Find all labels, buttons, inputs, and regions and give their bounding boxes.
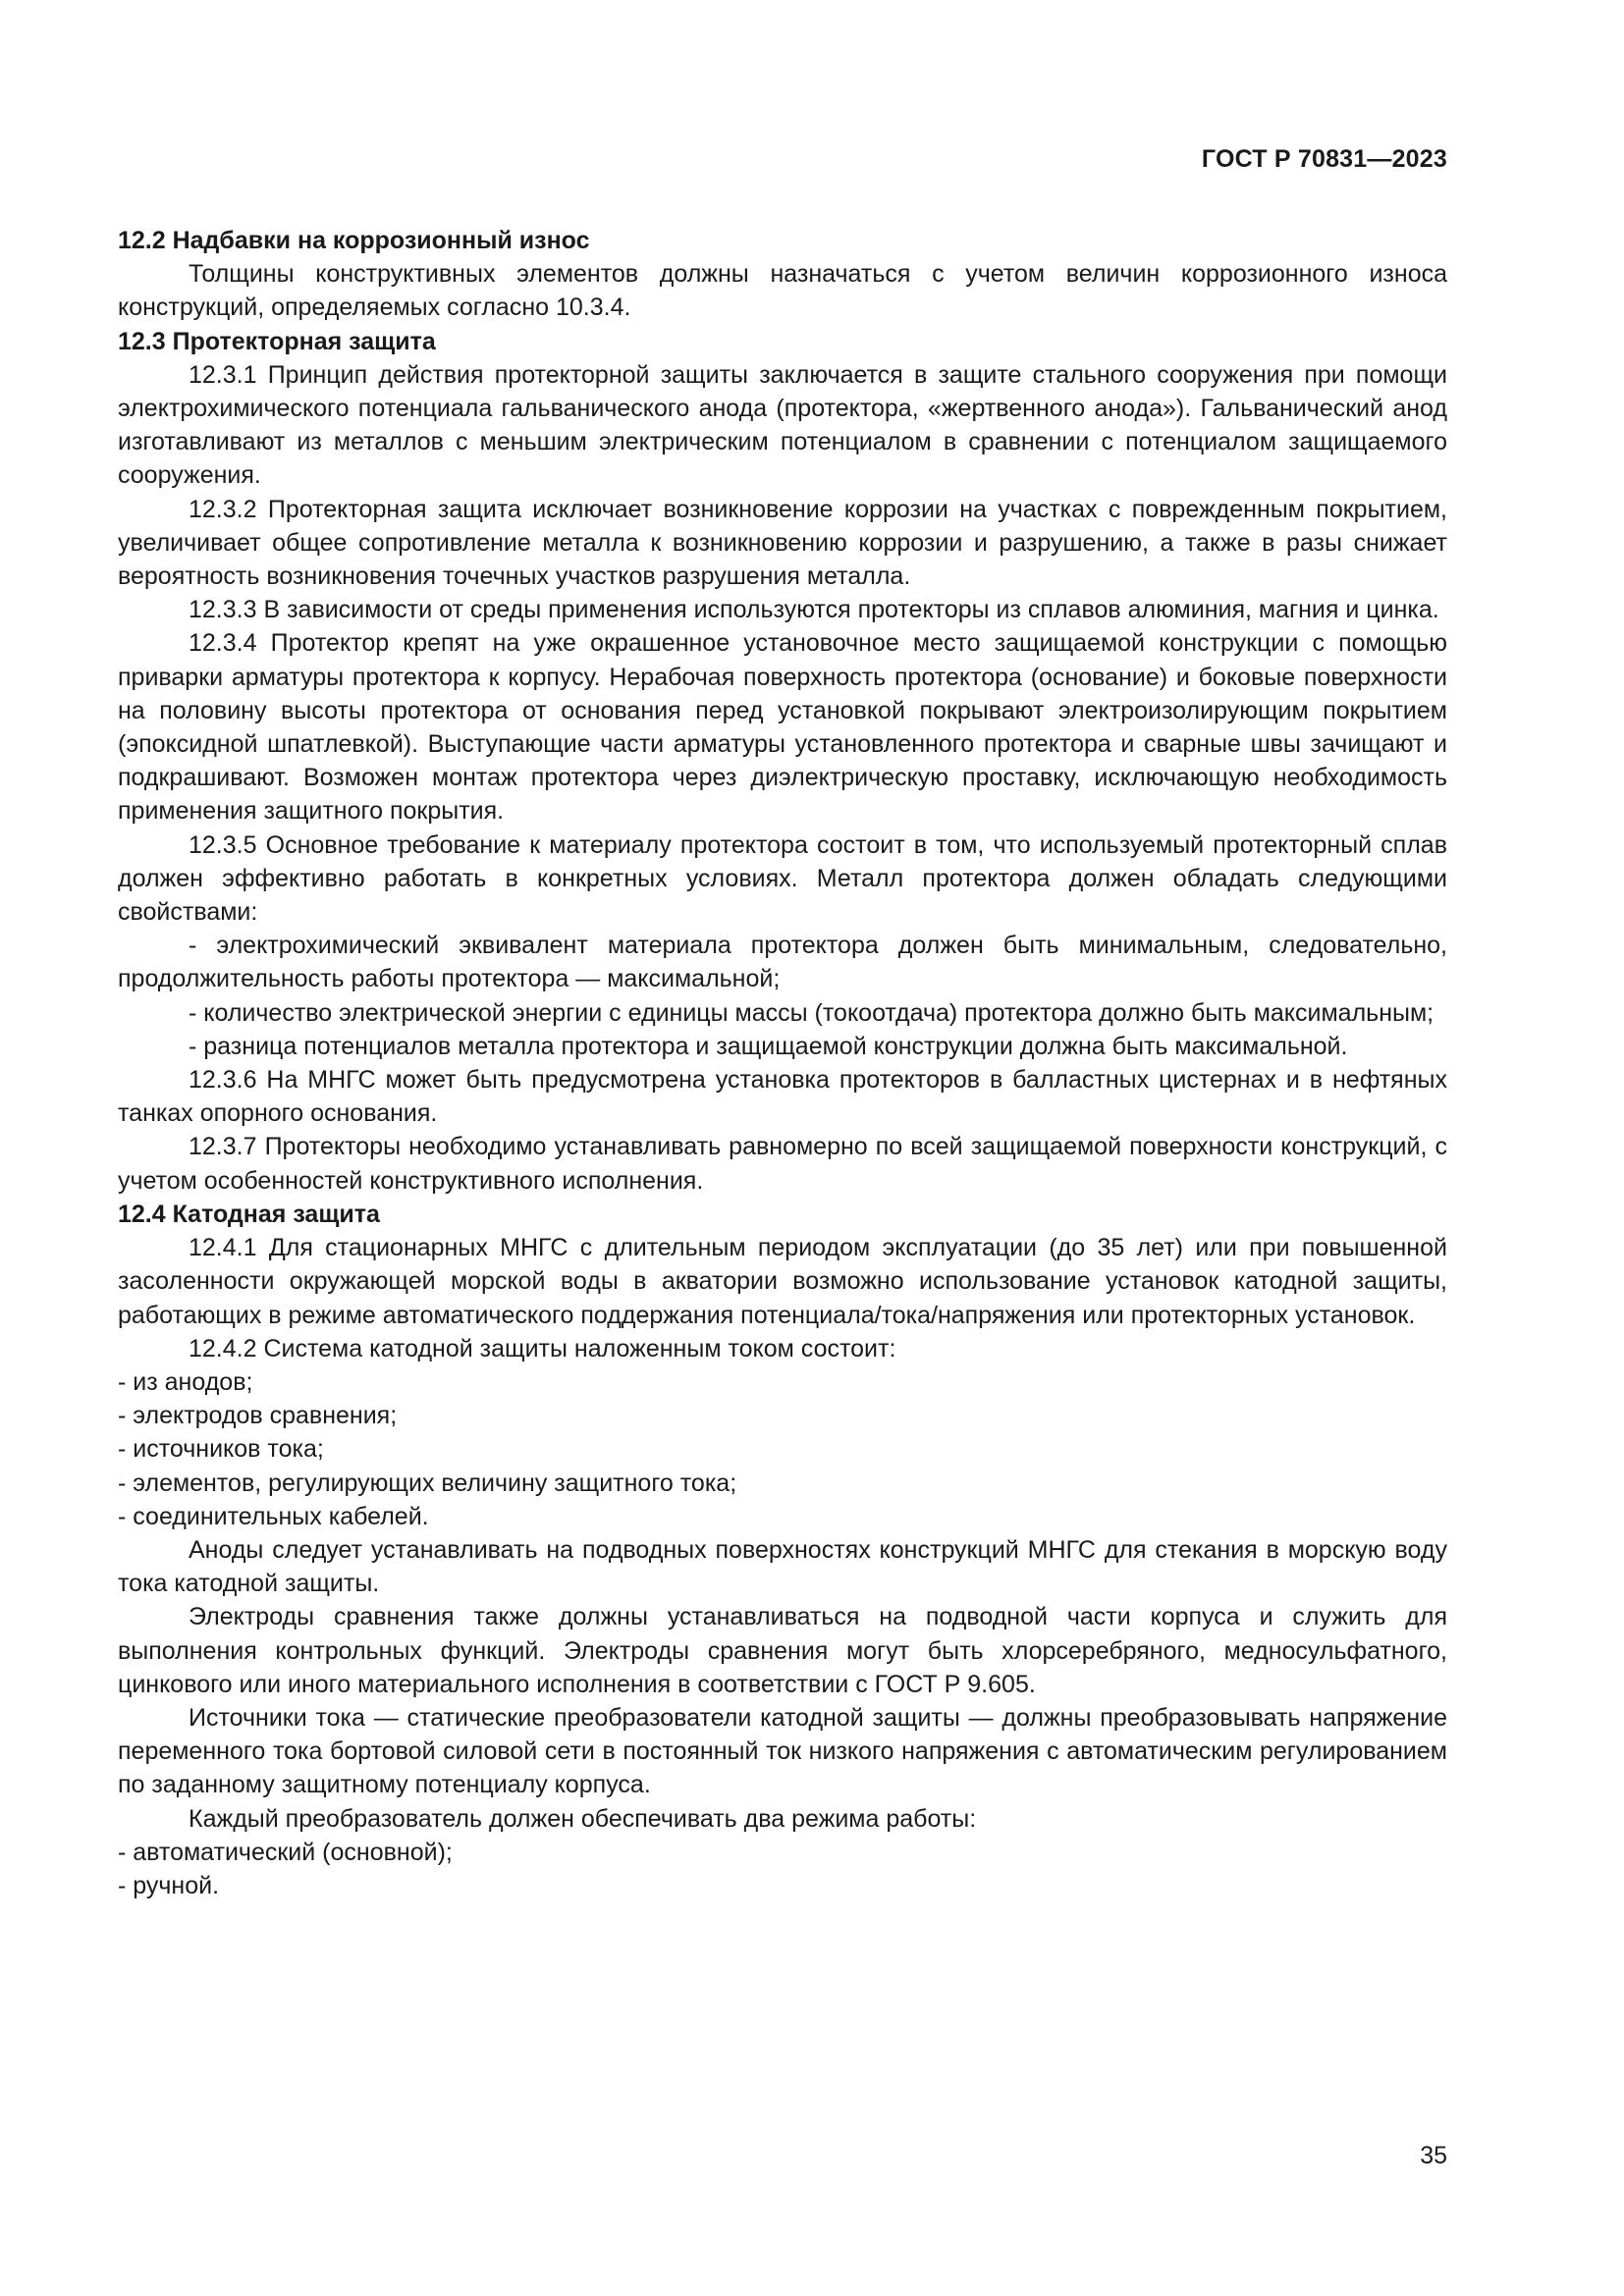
document-body	[118, 224, 1447, 1902]
paragraph-12-3-3: 12.3.3 В зависимости от среды применения используются протекторы из сплавов алюминия, магния и цинка.	[189, 596, 1439, 624]
list-item: - ручной.	[118, 1871, 220, 1899]
paragraph-12-3-4: 12.3.4 Протектор крепят на уже окрашенное установочное место защищаемой конструкции с помощью приварки арматуры протектора к корпусу. Нерабочая поверхность протектора (основание) и боковые поверхности на половину высоты протектора от основания перед установкой покрывают электроизолирующим покрытием (эпоксидной шпатлевкой). Выступающие части арматуры установленного протектора и сварные швы зачищают и подкрашивают. Возможен монтаж протектора через диэлектрическую проставку, исключающую необходимость применения защитного покрытия.	[118, 629, 1447, 826]
list-item: - автоматический (основной);	[118, 1838, 453, 1866]
paragraph: Толщины конструктивных элементов должны назначаться с учетом величин коррозионного износа конструкций, определяемых согласно 10.3.4.	[118, 260, 1447, 322]
paragraph-12-3-6: 12.3.6 На МНГС может быть предусмотрена установка протекторов в балластных цистернах и в нефтяных танках опорного основания.	[118, 1066, 1447, 1128]
paragraph-12-4-2: 12.4.2 Система катодной защиты наложенным током состоит:	[189, 1334, 896, 1362]
paragraph: Электроды сравнения также должны устанавливаться на подводной части корпуса и служить для выполнения контрольных функций. Электроды сравнения могут быть хлорсеребряного, медносульфатного, цинкового или иного материального исполнения в соответствии с ГОСТ Р 9.605.	[118, 1603, 1447, 1698]
list-item: - элементов, регулирующих величину защитного тока;	[118, 1468, 737, 1497]
paragraph: Источники тока — статические преобразователи катодной защиты — должны преобразовывать напряжение переменного тока бортовой силовой сети в постоянный ток низкого напряжения с автоматическим регулированием по заданному защитному потенциалу корпуса.	[118, 1703, 1447, 1799]
list-item: - соединительных кабелей.	[118, 1502, 429, 1530]
section-heading-12-2: 12.2 Надбавки на коррозионный износ	[118, 227, 590, 254]
list-item: - количество электрической энергии с единицы массы (токоотдача) протектора должно быть максимальным;	[189, 998, 1435, 1027]
list-item: - электрохимический эквивалент материала протектора должен быть минимальным, следовательно, продолжительность работы протектора — максимальной;	[118, 932, 1447, 993]
paragraph-12-3-2: 12.3.2 Протекторная защита исключает возникновение коррозии на участках с поврежденным покрытием, увеличивает общее сопротивление металла к возникновению коррозии и разрушению, а также в разы снижает вероятность возникновения точечных участков разрушения металла.	[118, 495, 1447, 591]
section-heading-12-4: 12.4 Катодная защита	[118, 1200, 380, 1228]
paragraph-12-4-1: 12.4.1 Для стационарных МНГС с длительным периодом эксплуатации (до 35 лет) или при повышенной засоленности окружающей морской воды в акватории возможно использование установок катодной защиты, работающих в режиме автоматического поддержания потенциала/тока/напряжения или протекторных установок.	[118, 1234, 1447, 1329]
paragraph: Аноды следует устанавливать на подводных поверхностях конструкций МНГС для стекания в морскую воду тока катодной защиты.	[118, 1535, 1447, 1598]
paragraph-12-3-5: 12.3.5 Основное требование к материалу протектора состоит в том, что используемый протекторный сплав должен эффективно работать в конкретных условиях. Металл протектора должен обладать следующими свойствами:	[118, 830, 1447, 927]
page-number: 35	[1420, 2142, 1447, 2169]
list-item: - электродов сравнения;	[118, 1402, 398, 1430]
list-item: - источников тока;	[118, 1435, 324, 1464]
list-item: - из анодов;	[118, 1367, 253, 1396]
document-code: ГОСТ Р 70831—2023	[1201, 145, 1447, 173]
paragraph-12-3-7: 12.3.7 Протекторы необходимо устанавливать равномерно по всей защищаемой поверхности конструкций, с учетом особенностей конструктивного исполнения.	[118, 1133, 1447, 1195]
list-item: - разница потенциалов металла протектора и защищаемой конструкции должна быть максимальной.	[189, 1032, 1348, 1060]
paragraph-12-3-1: 12.3.1 Принцип действия протекторной защиты заключается в защите стального сооружения при помощи электрохимического потенциала гальванического анода (протектора, «жертвенного анода»). Гальванический анод изготавливают из металлов с меньшим электрическим потенциалом в сравнении с потенциалом защищаемого сооружения.	[118, 360, 1447, 490]
paragraph: Каждый преобразователь должен обеспечивать два режима работы:	[189, 1804, 977, 1833]
section-heading-12-3: 12.3 Протекторная защита	[118, 327, 436, 355]
